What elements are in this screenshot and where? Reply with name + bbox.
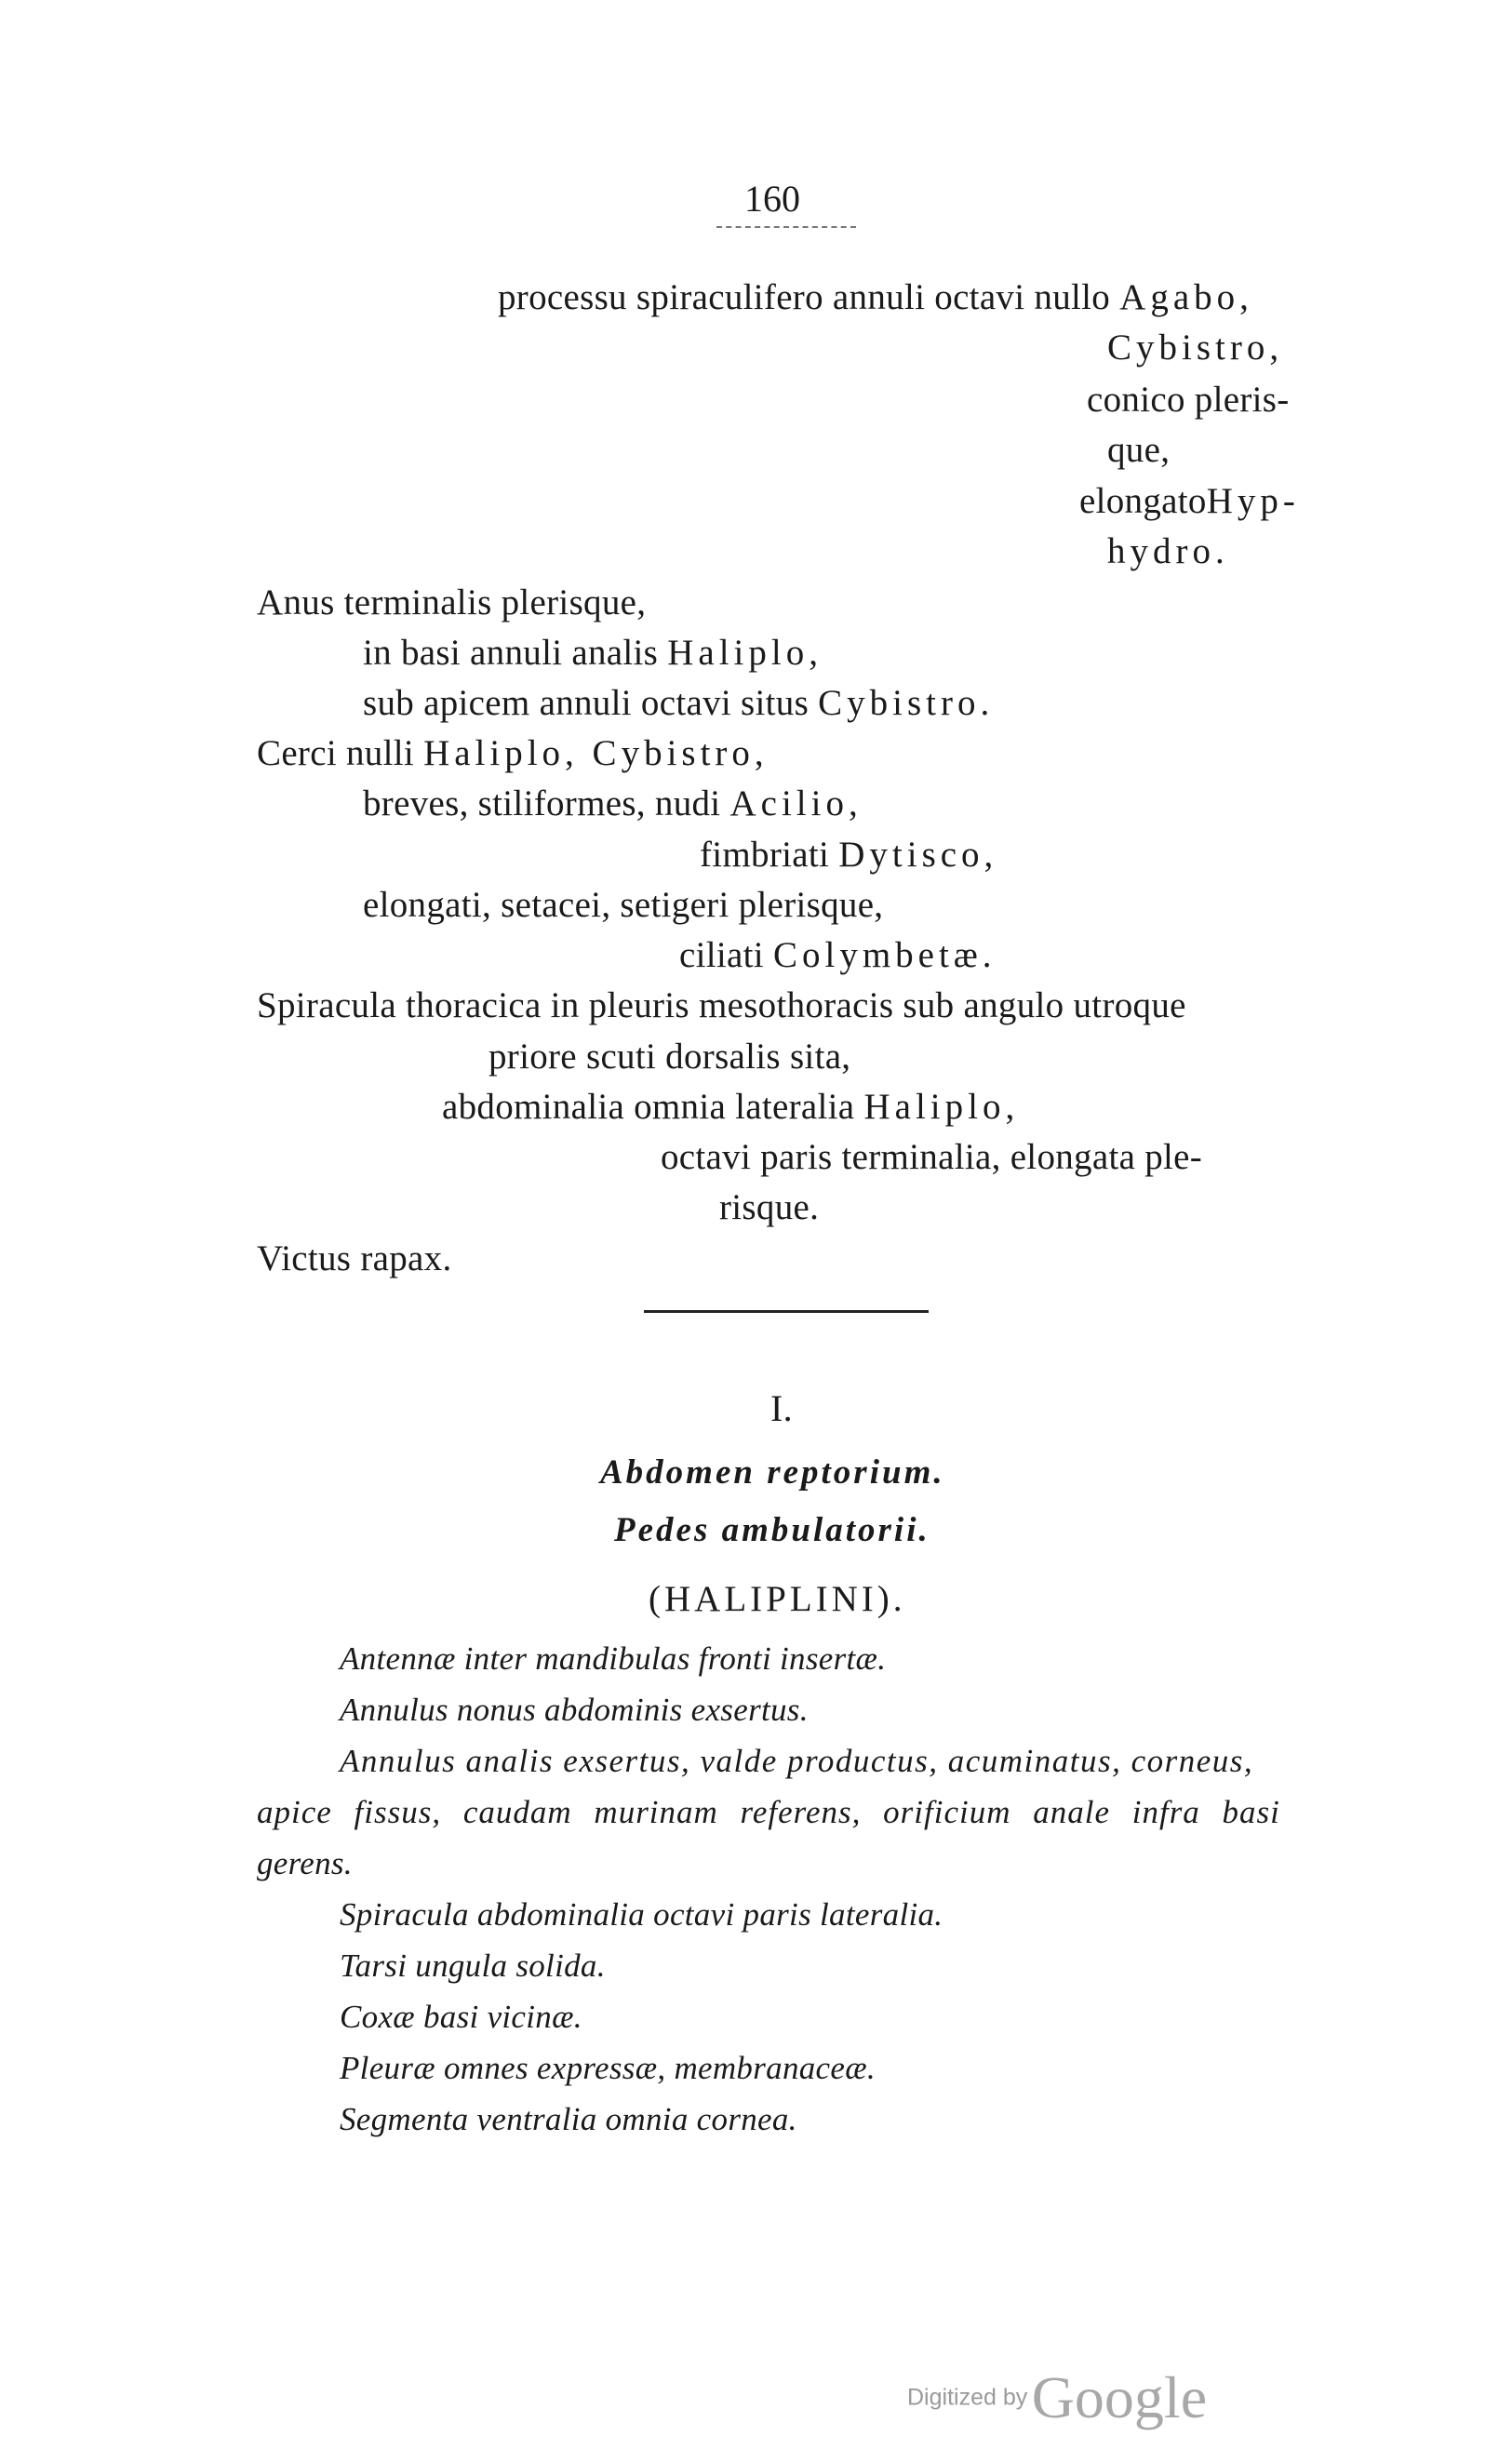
character-4: Spiracula abdominalia octavi paris lateralia.: [340, 1896, 943, 1933]
line-17: [442, 1085, 1019, 1130]
genus-haliplus: Haliplo,: [667, 633, 823, 673]
line-16: priore scuti dorsalis sita,: [488, 1037, 851, 1077]
line-4: que,: [1107, 430, 1171, 470]
line-12: [700, 833, 997, 877]
line-15: Spiracula thoracica in pleuris mesothoracis sub angulo utroque: [257, 985, 1186, 1025]
genus-colymbetes: Colymbetæ.: [772, 935, 997, 975]
line-11: [363, 782, 863, 826]
line-19: risque.: [719, 1187, 820, 1227]
character-1: Antennæ inter mandibulas fronti insertæ.: [340, 1640, 887, 1677]
line-6: hydro.: [1107, 531, 1229, 571]
character-5: Tarsi ungula solida.: [340, 1947, 606, 1984]
section-subtitle-1: Abdomen reptorium.: [600, 1453, 945, 1492]
genus-agabus: Agabo,: [1119, 277, 1253, 317]
page-number-underline: [716, 226, 856, 228]
line-10-text: Cerci nulli: [257, 733, 415, 773]
line-8-text: in basi annuli analis: [363, 633, 659, 673]
section-numeral: I.: [770, 1387, 793, 1429]
line-5: [1079, 479, 1300, 524]
line-18: octavi paris terminalia, elongata ple-: [661, 1137, 1203, 1177]
group-name: (HALIPLINI).: [649, 1579, 906, 1619]
line-2: Cybistro,: [1107, 328, 1284, 368]
watermark-prefix: Digitized by: [907, 2384, 1028, 2411]
section-divider: [644, 1310, 929, 1313]
line-13: elongati, setacei, setigeri plerisque,: [363, 885, 884, 925]
character-6: Coxæ basi vicinæ.: [340, 1999, 582, 2035]
line-10: [257, 731, 769, 776]
character-3a: Annulus analis exsertus, valde productus, acuminatus, corneus,: [340, 1743, 1254, 1779]
genus-dytiscus: Dytisco,: [838, 835, 998, 875]
genus-cybister: Cybistro.: [818, 683, 995, 723]
line-5-text: elongato: [1079, 481, 1207, 521]
line-7: Anus terminalis plerisque,: [257, 582, 647, 622]
line-9: [363, 681, 994, 726]
line-14: [679, 933, 997, 978]
character-8: Segmenta ventralia omnia cornea.: [340, 2101, 797, 2137]
line-9-text: sub apicem annuli octavi situs: [363, 683, 810, 723]
digitized-by-google-watermark: [907, 2363, 1207, 2432]
line-12-text: fimbriati: [700, 835, 830, 875]
character-3b: apice fissus, caudam murinam referens, orificium anale infra basi: [257, 1794, 1280, 1830]
section-subtitle-2: Pedes ambulatorii.: [614, 1511, 930, 1549]
character-3c: gerens.: [257, 1845, 353, 1881]
line-1-text: processu spiraculifero annuli octavi nullo: [498, 277, 1111, 317]
genus-acilius: Acilio,: [729, 783, 863, 823]
character-2: Annulus nonus abdominis exsertus.: [340, 1692, 809, 1728]
page-number: 160: [744, 178, 800, 220]
line-11-text: breves, stiliformes, nudi: [363, 783, 721, 823]
character-7: Pleuræ omnes expressæ, membranaceæ.: [340, 2050, 876, 2086]
genus-haliplus-2: Haliplo,: [863, 1087, 1020, 1127]
line-17-text: abdominalia omnia lateralia: [442, 1087, 855, 1127]
google-logo: Google: [1031, 2364, 1208, 2430]
line-8: [363, 631, 823, 676]
line-3: conico pleris-: [1087, 380, 1290, 420]
line-1: [498, 275, 1253, 320]
genus-hyphydrus: Hyp-: [1206, 481, 1300, 521]
line-14-text: ciliati: [679, 935, 764, 975]
line-20: Victus rapax.: [257, 1238, 452, 1278]
genera-haliplus-cybister: Haliplo, Cybistro,: [423, 733, 769, 773]
